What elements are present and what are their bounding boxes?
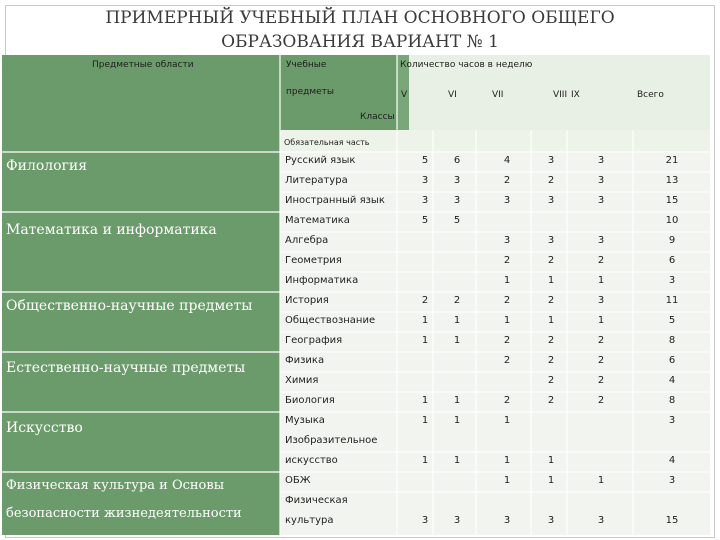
header-hours: Количество часов в неделю <box>400 60 533 70</box>
hours-cell-vi: 1 <box>453 315 461 326</box>
hours-cell-total: 5 <box>668 315 676 326</box>
area-social: Общественно-научные предметы <box>6 298 253 314</box>
subject-name: Химия <box>285 375 319 386</box>
hours-cell-viii: 3 <box>547 195 555 206</box>
hours-cell-vi: 2 <box>453 295 461 306</box>
hours-cell-total: 6 <box>668 355 676 366</box>
area-natural: Естественно-научные предметы <box>6 360 246 376</box>
subject-name: Информатика <box>285 275 359 286</box>
hours-cell-ix: 1 <box>597 275 605 286</box>
hours-cell-total: 11 <box>665 295 679 306</box>
hours-cell-viii: 1 <box>547 315 555 326</box>
hours-cell-vii: 1 <box>503 315 511 326</box>
hours-cell-v: 3 <box>421 175 429 186</box>
hours-cell-viii: 2 <box>547 255 555 266</box>
hours-cell-vii: 1 <box>503 415 511 426</box>
hours-cell-ix: 3 <box>597 155 605 166</box>
header-mandatory: Обязательная часть <box>284 138 370 147</box>
hours-cell-viii: 2 <box>547 355 555 366</box>
hours-cell-vii: 1 <box>503 475 511 486</box>
hours-cell-vii: 2 <box>503 395 511 406</box>
hours-cell-vii: 2 <box>503 295 511 306</box>
hours-cell-viii: 2 <box>547 395 555 406</box>
hours-cell-total: 15 <box>665 195 679 206</box>
hours-cell-vii: 1 <box>503 275 511 286</box>
subject-name: Математика <box>285 215 350 226</box>
hours-cell-v: 1 <box>421 415 429 426</box>
hours-cell-ix: 3 <box>597 175 605 186</box>
hours-cell-viii: 1 <box>547 275 555 286</box>
hours-cell-total: 8 <box>668 395 676 406</box>
hours-cell-vii: 3 <box>503 515 511 526</box>
hours-cell-total: 3 <box>668 275 676 286</box>
hours-cell-viii: 2 <box>547 375 555 386</box>
areas-column-bg <box>2 55 280 535</box>
hours-cell-vi: 3 <box>453 515 461 526</box>
header-grade-ix: IX <box>571 90 580 100</box>
header-grade-vii: VII <box>492 90 504 100</box>
hours-cell-total: 15 <box>665 515 679 526</box>
hours-cell-v: 3 <box>421 515 429 526</box>
hours-cell-v: 5 <box>421 155 429 166</box>
hours-cell-viii: 2 <box>547 175 555 186</box>
area-arts: Искусство <box>6 420 83 436</box>
subject-name: Биология <box>285 395 335 406</box>
hours-cell-total: 4 <box>668 455 676 466</box>
hours-cell-ix: 1 <box>597 475 605 486</box>
hours-cell-vi: 3 <box>453 175 461 186</box>
hours-cell-v: 1 <box>421 395 429 406</box>
header-subjects-top: Учебные <box>286 60 327 70</box>
hours-cell-vii: 4 <box>503 155 511 166</box>
hours-cell-vii: 3 <box>503 235 511 246</box>
header-grade-viii: VIII <box>553 90 568 100</box>
subject-name: культура <box>285 515 334 526</box>
subject-name: Иностранный язык <box>285 195 385 206</box>
subject-name: История <box>285 295 329 306</box>
hours-cell-ix: 2 <box>597 375 605 386</box>
hours-cell-viii: 3 <box>547 235 555 246</box>
hours-cell-v: 5 <box>421 215 429 226</box>
hours-cell-vii: 2 <box>503 335 511 346</box>
hours-cell-ix: 3 <box>597 515 605 526</box>
hours-cell-vi: 1 <box>453 395 461 406</box>
hours-cell-vii: 1 <box>503 455 511 466</box>
header-subjects-bottom: предметы <box>286 87 335 97</box>
hours-cell-vi: 1 <box>453 415 461 426</box>
subject-name: Алгебра <box>285 235 329 246</box>
hours-cell-vi: 6 <box>453 155 461 166</box>
hours-cell-v: 1 <box>421 335 429 346</box>
hours-cell-total: 10 <box>665 215 679 226</box>
hours-cell-vi: 1 <box>453 455 461 466</box>
hours-cell-ix: 3 <box>597 195 605 206</box>
hours-cell-viii: 1 <box>547 475 555 486</box>
area-philology: Филология <box>6 158 88 174</box>
hours-cell-ix: 2 <box>597 395 605 406</box>
header-grade-total: Всего <box>637 90 664 100</box>
hours-cell-viii: 2 <box>547 335 555 346</box>
hours-cell-vi: 3 <box>453 195 461 206</box>
hours-cell-ix: 2 <box>597 335 605 346</box>
title-line-1: ПРИМЕРНЫЙ УЧЕБНЫЙ ПЛАН ОСНОВНОГО ОБЩЕГО <box>105 8 615 28</box>
hours-cell-viii: 3 <box>547 155 555 166</box>
subject-name: Русский язык <box>285 155 356 166</box>
header-classes: Классы <box>360 112 395 122</box>
subject-name: ОБЖ <box>285 475 311 486</box>
hours-cell-ix: 3 <box>597 235 605 246</box>
header-grade-v: V <box>401 90 408 100</box>
subject-name: Изобразительное <box>285 435 378 446</box>
hours-cell-vii: 2 <box>503 255 511 266</box>
header-areas: Предметные области <box>92 60 194 70</box>
subject-name: Обществознание <box>285 315 376 326</box>
subject-name: Литература <box>285 175 348 186</box>
hours-cell-vii: 2 <box>503 355 511 366</box>
area-pe-line2: безопасности жизнедеятельности <box>6 506 242 521</box>
area-pe-line1: Физическая культура и Основы <box>6 478 225 493</box>
subject-name: География <box>285 335 343 346</box>
hours-cell-total: 3 <box>668 475 676 486</box>
hours-cell-ix: 2 <box>597 355 605 366</box>
subject-name: Музыка <box>285 415 325 426</box>
hours-cell-vi: 1 <box>453 335 461 346</box>
subject-name: Физика <box>285 355 325 366</box>
hours-cell-ix: 2 <box>597 255 605 266</box>
subject-name: искусство <box>285 455 338 466</box>
hours-cell-vii: 3 <box>503 195 511 206</box>
hours-cell-v: 2 <box>421 295 429 306</box>
hours-cell-ix: 3 <box>597 295 605 306</box>
hours-cell-viii: 3 <box>547 515 555 526</box>
header-grade-vi: VI <box>448 90 457 100</box>
hours-cell-total: 8 <box>668 335 676 346</box>
hours-cell-vii: 2 <box>503 175 511 186</box>
hours-cell-total: 21 <box>665 155 679 166</box>
subject-name: Физическая <box>285 495 348 506</box>
hours-cell-total: 4 <box>668 375 676 386</box>
hours-cell-viii: 1 <box>547 455 555 466</box>
title-line-2: ОБРАЗОВАНИЯ ВАРИАНТ № 1 <box>221 32 499 52</box>
area-math: Математика и информатика <box>6 222 217 238</box>
hours-cell-total: 3 <box>668 415 676 426</box>
hours-cell-ix: 1 <box>597 315 605 326</box>
hours-cell-v: 1 <box>421 455 429 466</box>
hours-cell-viii: 2 <box>547 295 555 306</box>
hours-cell-total: 13 <box>665 175 679 186</box>
hours-cell-v: 1 <box>421 315 429 326</box>
subject-name: Геометрия <box>285 255 342 266</box>
hours-cell-total: 9 <box>668 235 676 246</box>
hours-cell-vi: 5 <box>453 215 461 226</box>
hours-cell-v: 3 <box>421 195 429 206</box>
hours-cell-total: 6 <box>668 255 676 266</box>
